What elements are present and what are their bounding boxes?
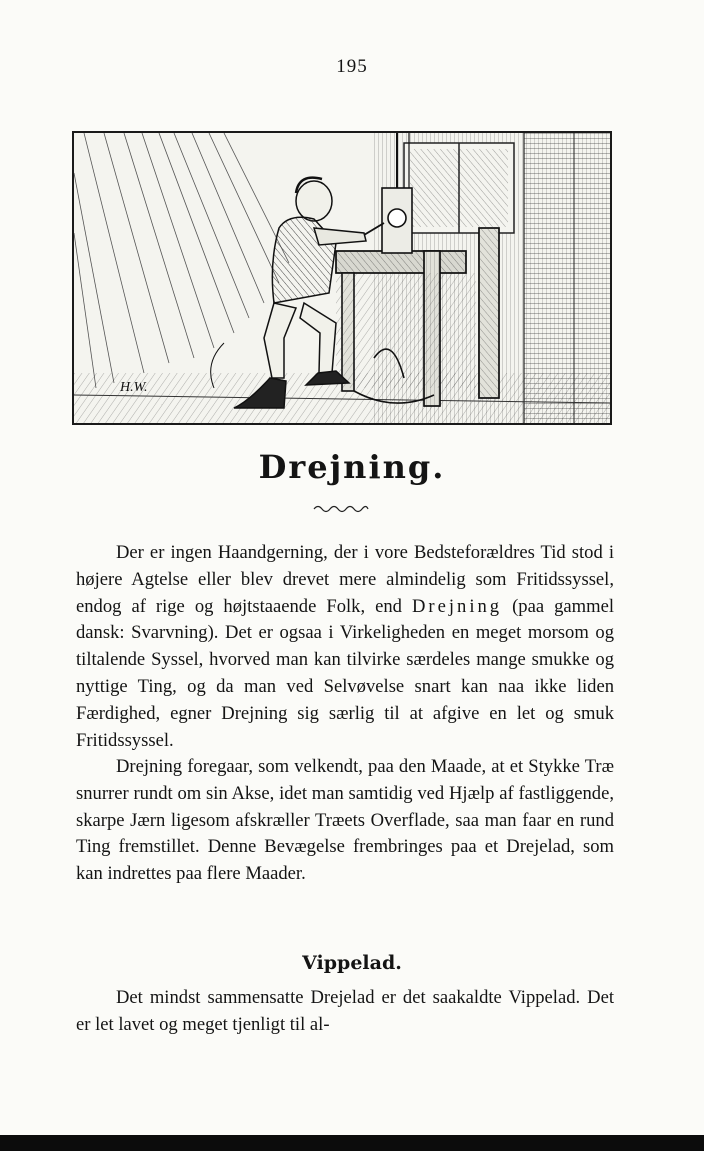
paragraph-3-text: Det mindst sammensatte Drejelad er det saakaldte Vippelad. Det er let lavet og meget tjenligt til al-: [76, 987, 614, 1035]
paragraph-2: [76, 754, 614, 888]
title-ornament: [312, 502, 370, 516]
paragraph-1-before: Der er ingen Haandgerning, der i vore Bedsteforældres Tid stod i højere Agtelse eller blev drevet mere almindelig som Fritidssyssel, endog af rige og højtstaaende Folk, end: [76, 542, 614, 617]
page-number: 195: [336, 56, 368, 77]
illustration: [72, 131, 612, 425]
paragraph-3: [76, 985, 614, 1039]
section-heading: Vippelad.: [302, 952, 402, 974]
paragraph-2-text: Drejning foregaar, som velkendt, paa den Maade, at et Stykke Træ snurrer rundt om sin Akse, idet man samtidig ved Hjælp af fastliggende, skarpe Jærn ligesom afskræller Træets Overflade, saa man faar en rund Ting fremstillet. Denne Bevægelse frembringes paa et Drejelad, som kan indrettes paa flere Maader.: [76, 756, 614, 885]
lathe-engraving: [74, 133, 610, 423]
light-rays: [74, 133, 289, 388]
bottom-scan-band: [0, 1135, 704, 1151]
paragraph-1: [76, 540, 614, 754]
spaced-word: Drejning: [411, 595, 503, 617]
chapter-title: Drejning.: [258, 448, 446, 486]
paragraph-1-after: (paa gammel dansk: Svarvning). Det er ogsaa i Virkeligheden en meget morsom og tiltalende Syssel, hvorved man kan tilvirke særdeles mange smukke og nyttige Ting, og da man ved Selvøvelse snart kan naa ikke liden Færdighed, egner Drejning sig særlig til at afgive en let og smuk Fritidssyssel.: [76, 595, 614, 751]
illustration-signature: H.W.: [120, 380, 148, 395]
